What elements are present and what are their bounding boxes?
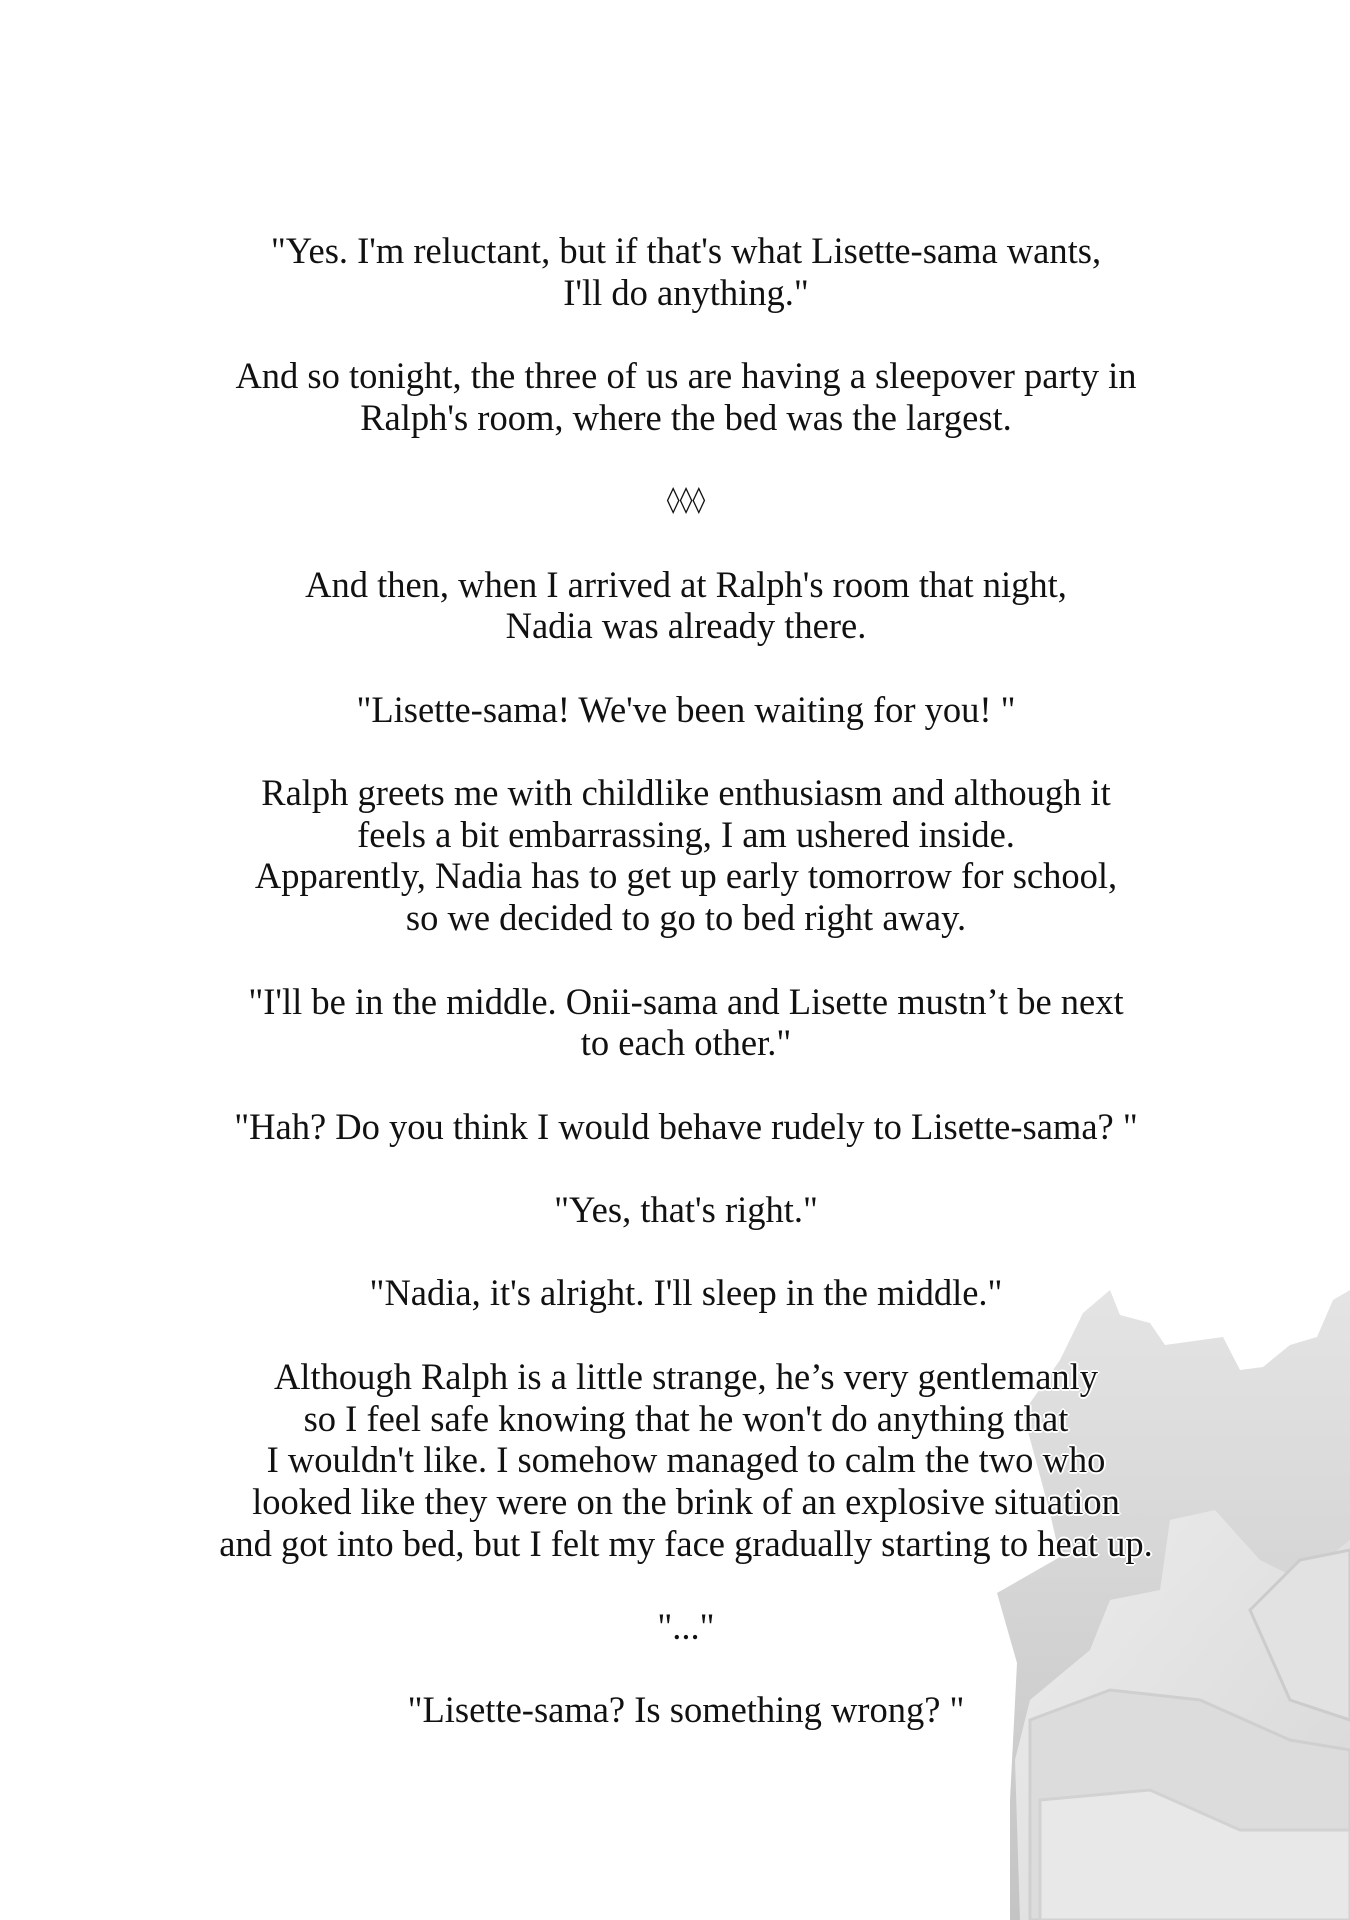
dialogue-paragraph [22,981,1350,1064]
dialogue-paragraph [22,1189,1350,1231]
narration-paragraph [22,772,1350,939]
dialogue-paragraph [22,1272,1350,1314]
text-line: Nadia was already there. [505,605,867,647]
narration-paragraph [22,564,1350,647]
dialogue-paragraph [22,1689,1350,1731]
scene-break [22,480,1350,522]
text-line: Ralph's room, where the bed was the largest. [360,396,1012,438]
text-line: I'll do anything." [563,271,809,313]
text-line: I wouldn't like. I somehow managed to calm the two who [266,1439,1106,1481]
dialogue-paragraph [22,689,1350,731]
dialogue-paragraph [22,1106,1350,1148]
text-line: to each other." [580,1022,792,1064]
text-line: And then, when I arrived at Ralph's room that night, [305,563,1067,605]
text-line: "Yes. I'm reluctant, but if that's what Lisette-sama wants, [270,230,1102,271]
dialogue-paragraph [22,1606,1350,1648]
page-text [22,230,1350,1773]
text-line: And so tonight, the three of us are having a sleepover party in [235,355,1137,397]
text-line: and got into bed, but I felt my face gradually starting to heat up. [219,1522,1153,1564]
text-line: "Nadia, it's alright. I'll sleep in the middle." [369,1272,1003,1314]
text-line: "Yes, that's right." [554,1189,818,1231]
text-line: "Lisette-sama? Is something wrong? " [407,1689,965,1731]
text-line: so we decided to go to bed right away. [405,897,967,939]
text-line: "..." [657,1606,715,1648]
narration-paragraph [22,355,1350,438]
text-line: looked like they were on the brink of an explosive situation [252,1480,1120,1522]
text-line: Ralph greets me with childlike enthusiasm and although it [261,772,1111,814]
narration-paragraph [22,1356,1350,1565]
text-line: "I'll be in the middle. Onii-sama and Lisette mustn’t be next [248,980,1124,1022]
text-line: "Hah? Do you think I would behave rudely to Lisette-sama? " [234,1105,1138,1147]
text-line: feels a bit embarrassing, I am ushered inside. [357,813,1015,855]
text-line: Although Ralph is a little strange, he’s very gentlemanly [273,1355,1099,1397]
text-line: so I feel safe knowing that he won't do anything that [303,1397,1069,1439]
scene-break-diamonds: ◊◊◊ [666,485,706,516]
dialogue-paragraph [22,230,1350,313]
text-line: "Lisette-sama! We've been waiting for you! " [356,688,1016,730]
text-line: Apparently, Nadia has to get up early tomorrow for school, [254,855,1118,897]
